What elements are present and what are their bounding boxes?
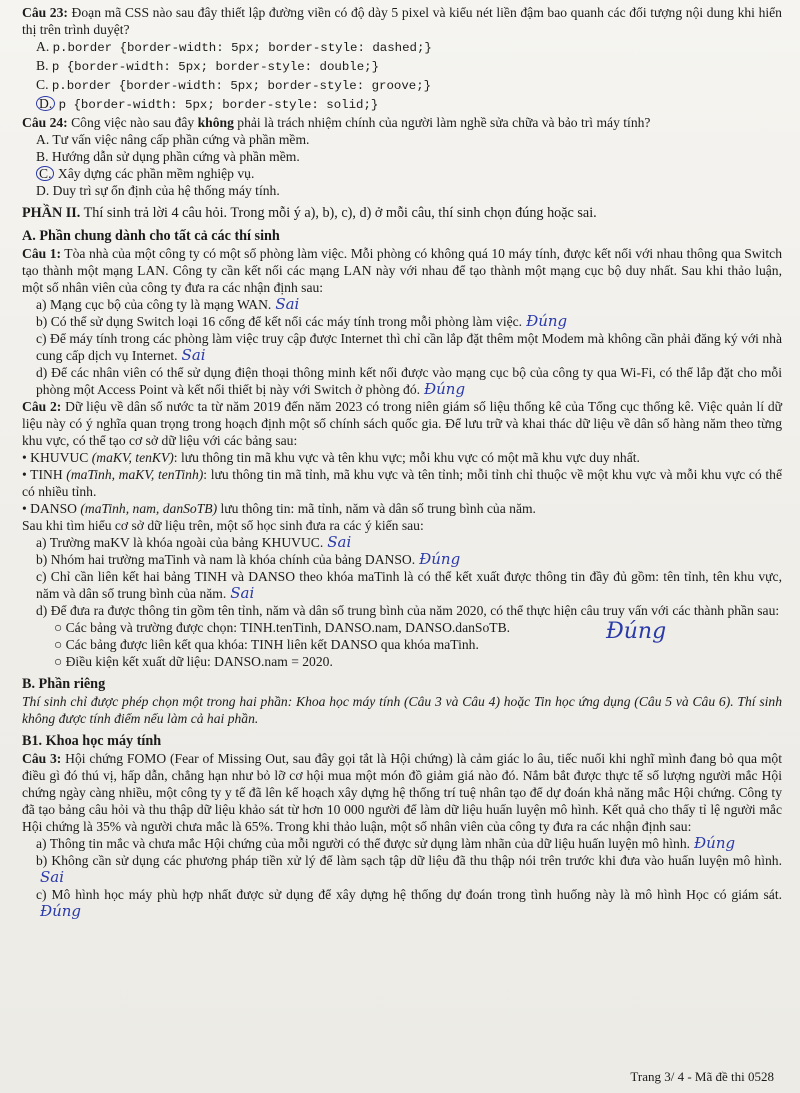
exam-content [22, 4, 782, 920]
handwritten-mark: Đúng [419, 550, 461, 568]
selected-answer-mark: D. [36, 96, 55, 111]
section-b1-heading: B1. Khoa học máy tính [22, 733, 162, 749]
q23-option-a[interactable]: A. p.border {border-width: 5px; border-style: dashed;} [36, 39, 432, 55]
q2-d-components [22, 619, 782, 670]
q2-statement-c[interactable]: c) Chỉ cần liên kết hai bảng TINH và DANSO theo khóa maTinh là có thể kết xuất được thông tin đầy đủ gồm: tên tỉnh, tên khu vực, năm và dân số trung bình của năm. Sai [36, 569, 782, 602]
q24-option-b[interactable]: B. Hướng dẫn sử dụng phần cứng và phần mềm. [36, 149, 300, 164]
q2-statement-d[interactable]: d) Để đưa ra được thông tin gồm tên tỉnh, năm và dân số trung bình của năm 2020, có thể thực hiện câu truy vấn với các thành phần sau: [36, 603, 780, 618]
table-danso: • DANSO (maTinh, nam, danSoTB) lưu thông tin: mã tỉnh, năm và dân số trung bình của năm. [22, 501, 536, 516]
question-23-text: Đoạn mã CSS nào sau đây thiết lập đường viền có độ dày 5 pixel và kiểu nét liền đậm bao quanh các đối tượng nội dung khi hiển thị trên trình duyệt? [22, 5, 782, 37]
q23-option-c[interactable]: C. p.border {border-width: 5px; border-style: groove;} [36, 77, 432, 93]
section-b-note: Thí sinh chỉ được phép chọn một trong hai phần: Khoa học máy tính (Câu 3 và Câu 4) hoặc Tin học ứng dụng (Câu 5 và Câu 6). Thí sinh không được tính điểm nếu làm cả hai phần. [22, 694, 782, 726]
q1-statement-a[interactable]: a) Mạng cục bộ của công ty là mạng WAN. Sai [36, 295, 300, 313]
q2-statement-a[interactable]: a) Trường maKV là khóa ngoài của bảng KHUVUC. Sai [36, 533, 352, 551]
q2-d-item-1: ○ Các bảng và trường được chọn: TINH.tenTinh, DANSO.nam, DANSO.danSoTB. [54, 620, 511, 635]
q2-statement-b[interactable]: b) Nhóm hai trường maTinh và nam là khóa chính của bảng DANSO. Đúng [36, 550, 461, 568]
q3-statement-c[interactable]: c) Mô hình học máy phù hợp nhất được sử dụng để xây dựng hệ thống dự đoán trong tình huống này là mô hình Học có giám sát.Đúng [36, 887, 782, 920]
handwritten-mark: Sai [275, 295, 300, 313]
q1-statement-b[interactable]: b) Có thể sử dụng Switch loại 16 cổng để kết nối các máy tính trong mỗi phòng làm việc. Đúng [36, 312, 568, 330]
section-a-heading: A. Phần chung dành cho tất cả các thí sinh [22, 228, 280, 244]
table-tinh: • TINH (maTinh, maKV, tenTinh): lưu thông tin mã tỉnh, mã khu vực và tên tỉnh; mỗi tỉnh chỉ thuộc về một khu vực và mỗi khu vực có thể có nhiều tỉnh. [22, 467, 782, 499]
page-footer: Trang 3/ 4 - Mã đề thi 0528 [630, 1069, 774, 1084]
handwritten-mark: Đúng [40, 902, 82, 920]
question-24-title: Câu 24: [22, 115, 68, 130]
question-2: Câu 2: Dữ liệu về dân số nước ta từ năm 2019 đến năm 2023 có trong niên giám số liệu thống kê của Tổng cục thống kê. Việc quản lí dữ liệu này có ý nghĩa quan trọng trong hoạch định một số chính sách quốc gia. Để lưu trữ và khai thác dữ liệu về dân số hàng năm theo từng khu vực, có thể tạo cơ sở dữ liệu với các bảng sau: [22, 399, 782, 448]
question-23-title: Câu 23: [22, 5, 68, 20]
question-24: Câu 24: Công việc nào sau đây không phải là trách nhiệm chính của người làm nghề sửa chữa và bảo trì máy tính? [22, 115, 651, 130]
handwritten-mark: Sai [181, 346, 206, 364]
handwritten-mark: Sai [327, 533, 352, 551]
q2-d-item-2: ○ Các bảng được liên kết qua khóa: TINH liên kết DANSO qua khóa maTinh. [54, 637, 479, 652]
q3-statement-a[interactable]: a) Thông tin mắc và chưa mắc Hội chứng của mỗi người có thể được sử dụng làm nhãn của dữ liệu huấn luyện mô hình. Đúng [36, 834, 736, 852]
table-khuvuc: • KHUVUC (maKV, tenKV): lưu thông tin mã khu vực và tên khu vực; mỗi khu vực có một mã khu vực duy nhất. [22, 450, 640, 465]
question-1: Câu 1: Tòa nhà của một công ty có một số phòng làm việc. Mỗi phòng có không quá 10 máy tính, được kết nối với nhau thông qua Switch tạo thành một mạng LAN. Công ty cần kết nối các mạng LAN này với nhau để tạo thành một mạng cục bộ duy nhất. Sau khi thảo luận, một số nhân viên của công ty đưa ra các nhận định sau: [22, 246, 782, 295]
q24-option-a[interactable]: A. Tư vấn việc nâng cấp phần cứng và phần mềm. [36, 132, 310, 147]
q2-d-item-3: ○ Điều kiện kết xuất dữ liệu: DANSO.nam = 2020. [54, 654, 333, 669]
section-b-heading: B. Phần riêng [22, 676, 106, 692]
handwritten-mark: Sai [230, 584, 255, 602]
q23-option-d[interactable]: D. p {border-width: 5px; border-style: solid;} [22, 95, 782, 114]
q24-option-d[interactable]: D. Duy trì sự ổn định của hệ thống máy tính. [36, 183, 280, 198]
question-3: Câu 3: Hội chứng FOMO (Fear of Missing Out, sau đây gọi tắt là Hội chứng) là cảm giác lo âu, tiếc nuối khi nghĩ mình đang bỏ qua một điều gì đó thú vị, hấp dẫn, chẳng hạn như bỏ lỡ cơ hội mua một món đồ giảm giá nào đó. Nắm bắt được thực tế số lượng người mắc Hội chứng ngày càng nhiều, một công ty y tế đã lên kế hoạch xây dựng hệ thống trí tuệ nhân tạo để dự đoán khả năng mắc Hội chứng. Công ty đã tạo bảng câu hỏi và thu thập dữ liệu khảo sát từ hơn 10 000 người để làm dữ liệu huấn luyện mô hình. Kết quả cho thấy tỉ lệ người mắc Hội chứng là 35% và người chưa mắc là 65%. Trong khi thảo luận, một số nhân viên của công ty đưa ra các nhận định sau: [22, 751, 783, 834]
handwritten-mark: Đúng [526, 312, 568, 330]
q23-option-b[interactable]: B. p {border-width: 5px; border-style: double;} [36, 58, 380, 74]
handwritten-mark: Sai [40, 868, 65, 886]
q1-statement-d[interactable]: d) Để các nhân viên có thể sử dụng điện thoại thông minh kết nối được vào mạng cục bộ của công ty qua Wi-Fi, có thể lắp đặt cho mỗi phòng một Access Point và kết nối thiết bị này với Switch ở phòng đó. Đúng [36, 365, 782, 398]
question-23 [22, 4, 782, 38]
handwritten-mark: Đúng [694, 834, 736, 852]
handwritten-mark: Đúng [606, 619, 667, 644]
q1-statement-c[interactable]: c) Để máy tính trong các phòng làm việc truy cập được Internet thì chỉ cần lắp đặt thêm một Modem mà không cần phải đăng ký với nhà cung cấp dịch vụ Internet. Sai [36, 331, 782, 364]
q3-statement-b[interactable]: b) Không cần sử dụng các phương pháp tiền xử lý để làm sạch tập dữ liệu đã thu thập nói trên trước khi đưa vào huấn luyện mô hình.Sai [36, 853, 782, 886]
part-2-heading: PHẦN II. Thí sinh trả lời 4 câu hỏi. Trong mỗi ý a), b), c), d) ở mỗi câu, thí sinh chọn đúng hoặc sai. [22, 205, 597, 221]
q24-option-c[interactable]: C. Xây dựng các phần mềm nghiệp vụ. [22, 165, 782, 182]
selected-answer-mark: C. [36, 166, 54, 181]
question-2-intro: Sau khi tìm hiểu cơ sở dữ liệu trên, một số học sinh đưa ra các ý kiến sau: [22, 518, 424, 533]
handwritten-mark: Đúng [424, 380, 466, 398]
